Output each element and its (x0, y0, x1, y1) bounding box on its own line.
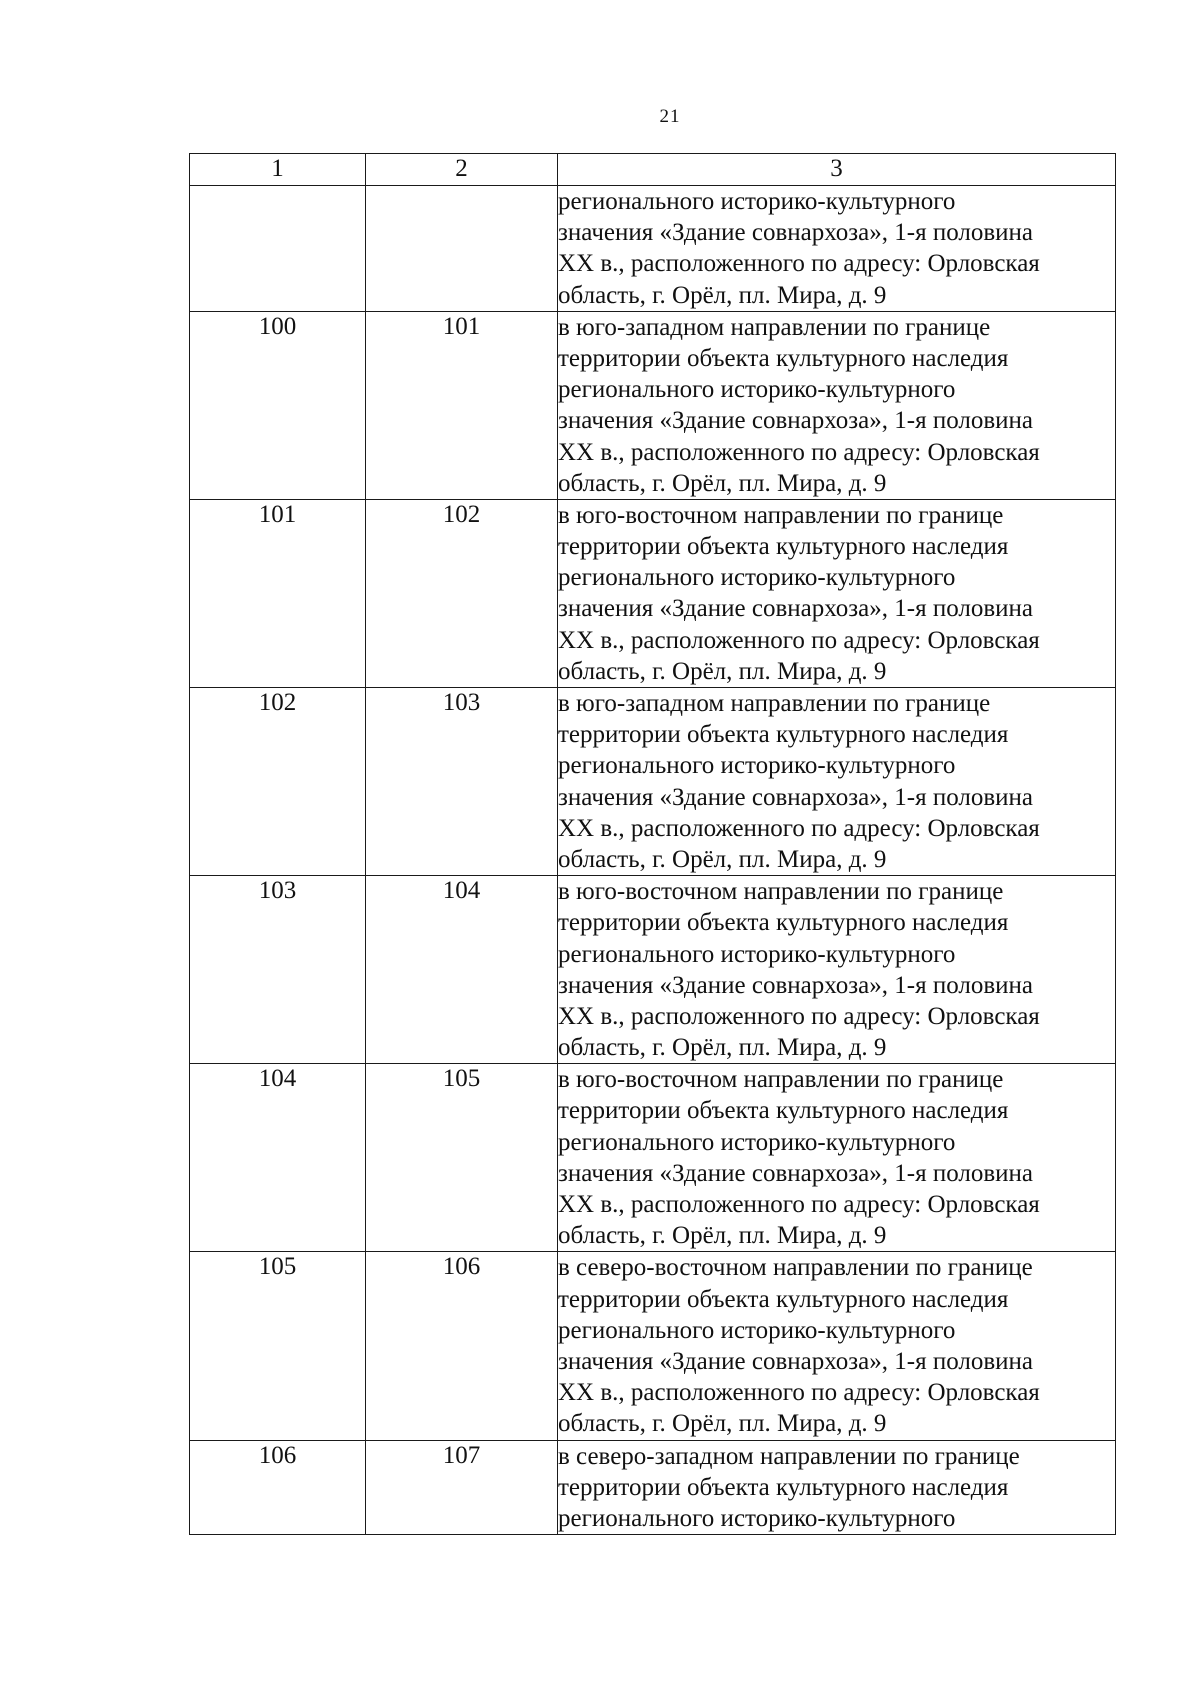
description-line: в юго-восточном направлении по границе (558, 501, 1004, 529)
description-line: территории объекта культурного наследия (558, 533, 1009, 561)
table-row (190, 688, 1116, 876)
table-row (190, 1064, 1116, 1252)
table-header-row (190, 154, 1116, 186)
description-cell (558, 688, 1116, 876)
description-line: XX в., расположенного по адресу: Орловская (558, 626, 1040, 654)
description-cell (558, 876, 1116, 1064)
description-line: XX в., расположенного по адресу: Орловская (558, 814, 1040, 842)
description-line: регионального историко-культурного (558, 188, 956, 215)
description-line: область, г. Орёл, пл. Мира, д. 9 (558, 1410, 887, 1438)
description-line: в юго-восточном направлении по границе (558, 1066, 1004, 1094)
end-point-cell: 101 (366, 311, 558, 499)
table-row (190, 499, 1116, 687)
description-line: в юго-западном направлении по границе (558, 313, 991, 341)
table-row (190, 186, 1116, 312)
description-line: регионального историко-культурного (558, 376, 956, 404)
description-line: область, г. Орёл, пл. Мира, д. 9 (558, 1034, 887, 1062)
end-point-cell: 105 (366, 1064, 558, 1252)
description-line: в юго-восточном направлении по границе (558, 878, 1004, 906)
description-line: значения «Здание совнархоза», 1-я половина (558, 783, 1033, 811)
description-line: область, г. Орёл, пл. Мира, д. 9 (558, 657, 887, 685)
table-row (190, 1252, 1116, 1440)
description-cell (558, 311, 1116, 499)
description-line: в северо-западном направлении по границе (558, 1442, 1020, 1470)
description-line: значения «Здание совнархоза», 1-я половина (558, 595, 1033, 623)
description-cell (558, 1440, 1116, 1535)
header-col-3: 3 (558, 154, 1116, 186)
end-point-cell: 104 (366, 876, 558, 1064)
description-line: значения «Здание совнархоза», 1-я половина (558, 407, 1033, 435)
start-point-cell: 106 (190, 1440, 366, 1535)
header-col-1: 1 (190, 154, 366, 186)
description-cell (558, 1252, 1116, 1440)
start-point-cell: 104 (190, 1064, 366, 1252)
description-line: XX в., расположенного по адресу: Орловская (558, 438, 1040, 466)
start-point-cell: 100 (190, 311, 366, 499)
description-line: область, г. Орёл, пл. Мира, д. 9 (558, 1222, 887, 1250)
description-line: XX в., расположенного по адресу: Орловская (558, 1379, 1040, 1407)
end-point-cell (366, 186, 558, 312)
table-row (190, 311, 1116, 499)
description-line: в северо-восточном направлении по границе (558, 1254, 1033, 1282)
description-line: в юго-западном направлении по границе (558, 690, 991, 717)
description-line: регионального историко-культурного (558, 940, 956, 968)
description-line: территории объекта культурного наследия (558, 721, 1009, 749)
start-point-cell: 101 (190, 499, 366, 687)
description-line: XX в., расположенного по адресу: Орловская (558, 250, 1040, 278)
table-row (190, 1440, 1116, 1535)
description-line: регионального историко-культурного (558, 1504, 956, 1532)
description-line: область, г. Орёл, пл. Мира, д. 9 (558, 845, 887, 873)
start-point-cell: 105 (190, 1252, 366, 1440)
description-line: территории объекта культурного наследия (558, 1285, 1009, 1313)
description-line: регионального историко-культурного (558, 564, 956, 592)
boundary-points-table (189, 153, 1116, 1535)
start-point-cell: 102 (190, 688, 366, 876)
description-line: регионального историко-культурного (558, 1316, 956, 1344)
end-point-cell: 103 (366, 688, 558, 876)
header-col-2: 2 (366, 154, 558, 186)
description-cell (558, 499, 1116, 687)
table-row (190, 876, 1116, 1064)
description-line: значения «Здание совнархоза», 1-я половина (558, 219, 1033, 247)
description-line: территории объекта культурного наследия (558, 1473, 1009, 1501)
description-line: территории объекта культурного наследия (558, 909, 1009, 937)
description-line: область, г. Орёл, пл. Мира, д. 9 (558, 469, 887, 497)
description-line: значения «Здание совнархоза», 1-я половина (558, 1347, 1033, 1375)
description-line: значения «Здание совнархоза», 1-я половина (558, 1159, 1033, 1187)
description-line: территории объекта культурного наследия (558, 1097, 1009, 1125)
description-line: значения «Здание совнархоза», 1-я половина (558, 971, 1033, 999)
description-line: регионального историко-культурного (558, 1128, 956, 1156)
description-line: область, г. Орёл, пл. Мира, д. 9 (558, 281, 887, 309)
description-line: XX в., расположенного по адресу: Орловская (558, 1191, 1040, 1218)
description-line: территории объекта культурного наследия (558, 344, 1009, 372)
start-point-cell (190, 186, 366, 312)
description-line: регионального историко-культурного (558, 752, 956, 780)
description-cell (558, 186, 1116, 312)
description-cell (558, 1064, 1116, 1252)
end-point-cell: 106 (366, 1252, 558, 1440)
end-point-cell: 107 (366, 1440, 558, 1535)
description-line: XX в., расположенного по адресу: Орловская (558, 1002, 1040, 1030)
start-point-cell: 103 (190, 876, 366, 1064)
end-point-cell: 102 (366, 499, 558, 687)
page-number: 21 (659, 106, 681, 127)
